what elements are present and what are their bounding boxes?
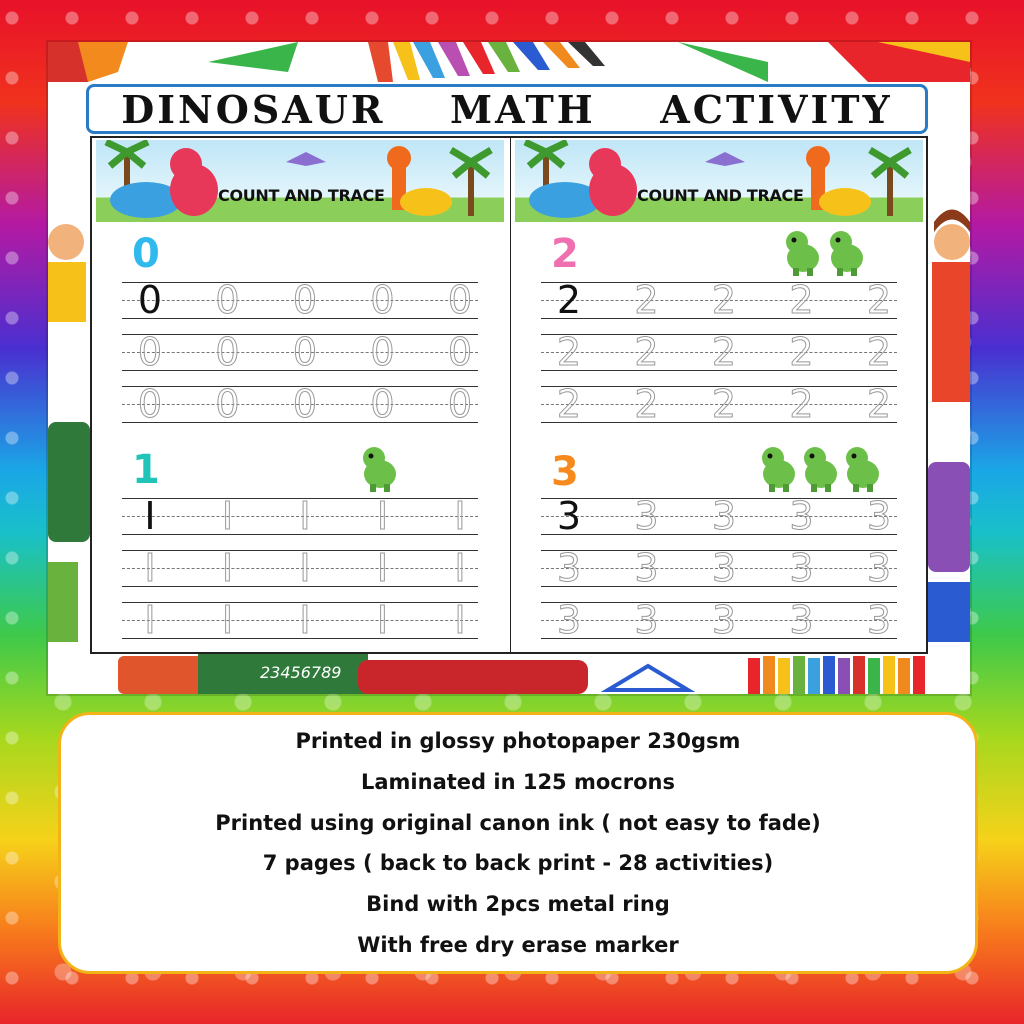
tracing-section-0 [122, 278, 478, 434]
title-banner [86, 84, 928, 134]
info-line-lamination: Laminated in 125 mocrons [361, 769, 675, 794]
trace-glyph: 3 [556, 598, 582, 642]
digit-character-icon: 3 [551, 449, 579, 495]
digit-character-icon: 2 [551, 231, 579, 277]
trace-glyph: 0 [137, 382, 163, 426]
trace-glyph: I [299, 494, 311, 538]
trace-glyph: 3 [556, 546, 582, 590]
trace-glyph: 0 [447, 278, 473, 322]
trace-glyph: 2 [711, 330, 737, 374]
trace-glyph: 0 [447, 330, 473, 374]
tracing-section-1 [122, 494, 478, 650]
trace-glyph: 2 [789, 382, 814, 426]
banner-title: COUNT AND TRACE [637, 186, 804, 205]
trace-glyph: 0 [292, 382, 318, 426]
trace-glyph: 2 [711, 278, 737, 322]
trace-glyph: 3 [866, 494, 892, 538]
trace-glyph: I [221, 494, 234, 538]
trace-glyph: 0 [370, 330, 395, 374]
trace-glyph: I [221, 598, 234, 642]
dinosaur-icon [799, 444, 843, 492]
trace-glyph: 0 [370, 382, 395, 426]
trace-glyph: 3 [634, 494, 659, 538]
trace-glyph: 0 [215, 382, 240, 426]
tracing-row [122, 546, 478, 598]
trace-glyph: I [454, 494, 466, 538]
dinosaur-icon [841, 444, 885, 492]
tracing-row [541, 278, 897, 330]
trace-glyph: 3 [866, 546, 892, 590]
dinosaur-icon [825, 228, 869, 276]
dinosaur-scene-icon [96, 140, 504, 222]
trace-glyph: 2 [556, 330, 582, 374]
info-line-binding: Bind with 2pcs metal ring [366, 891, 670, 916]
worksheet-panel-left [92, 138, 511, 652]
trace-glyph: 0 [292, 330, 318, 374]
trace-glyph: I [454, 546, 466, 590]
kid-illustration-right [928, 82, 970, 642]
trace-glyph: 3 [789, 598, 814, 642]
tracing-row [541, 546, 897, 598]
title-word-activity: ACTIVITY [660, 86, 893, 132]
trace-glyph: 0 [370, 278, 395, 322]
title-word-math: MATH [450, 86, 596, 132]
trace-glyph: 0 [447, 382, 473, 426]
trace-glyph: 2 [711, 382, 737, 426]
trace-glyph: 3 [711, 494, 737, 538]
tracing-row [122, 598, 478, 650]
trace-glyph: I [299, 598, 311, 642]
trace-glyph: I [376, 546, 389, 590]
ruler-numbers: 23456789 [260, 663, 342, 682]
trace-glyph: 2 [866, 278, 892, 322]
trace-glyph: I [144, 494, 156, 538]
trace-glyph: 3 [866, 598, 892, 642]
trace-glyph: 0 [137, 278, 163, 322]
trace-glyph: 3 [634, 546, 659, 590]
trace-glyph: 2 [634, 382, 659, 426]
trace-glyph: I [299, 546, 311, 590]
trace-glyph: 0 [292, 278, 318, 322]
trace-glyph: 3 [711, 598, 737, 642]
tracing-row [541, 382, 897, 434]
tracing-row [541, 330, 897, 382]
tracing-row [122, 278, 478, 330]
trace-glyph: 2 [866, 330, 892, 374]
trace-glyph: I [221, 546, 234, 590]
info-line-paper: Printed in glossy photopaper 230gsm [295, 729, 741, 754]
trace-glyph: 0 [215, 278, 240, 322]
kid-illustration-left [48, 82, 90, 642]
tracing-row [541, 494, 897, 546]
info-line-ink: Printed using original canon ink ( not easy to fade) [215, 810, 821, 835]
trace-glyph: I [454, 598, 466, 642]
tracing-row [122, 330, 478, 382]
tracing-section-3 [541, 494, 897, 650]
trace-glyph: 3 [556, 494, 582, 538]
trace-glyph: 2 [866, 382, 892, 426]
trace-glyph: 3 [711, 546, 737, 590]
trace-glyph: 2 [556, 382, 582, 426]
dinosaur-icon [358, 444, 402, 492]
trace-glyph: 2 [634, 278, 659, 322]
trace-glyph: 3 [789, 546, 814, 590]
trace-glyph: I [376, 598, 389, 642]
dinosaur-scene-icon [515, 140, 923, 222]
title-word-dinosaur: DINOSAUR [121, 86, 386, 132]
trace-glyph: 2 [789, 330, 814, 374]
trace-glyph: 3 [789, 494, 814, 538]
info-line-pages: 7 pages ( back to back print - 28 activities) [262, 851, 774, 876]
dinosaur-icon [781, 228, 825, 276]
digit-character-icon: 0 [132, 231, 160, 277]
colored-pencils-top [48, 42, 970, 82]
trace-glyph: 2 [634, 330, 659, 374]
product-info-box [58, 712, 978, 974]
tracing-section-2 [541, 278, 897, 434]
worksheet-panel-right [511, 138, 929, 652]
trace-glyph: 2 [789, 278, 814, 322]
banner-title: COUNT AND TRACE [218, 186, 385, 205]
info-line-marker: With free dry erase marker [357, 932, 679, 957]
worksheet [90, 136, 928, 654]
trace-glyph: I [144, 598, 156, 642]
dinosaur-icon [757, 444, 801, 492]
tracing-row [122, 382, 478, 434]
tracing-row [541, 598, 897, 650]
tracing-row [122, 494, 478, 546]
digit-character-icon: 1 [132, 447, 160, 493]
count-and-trace-banner [96, 140, 504, 222]
trace-glyph: 2 [556, 278, 582, 322]
trace-glyph: 0 [137, 330, 163, 374]
trace-glyph: 3 [634, 598, 659, 642]
count-and-trace-banner [515, 140, 923, 222]
trace-glyph: I [144, 546, 156, 590]
trace-glyph: 0 [215, 330, 240, 374]
trace-glyph: I [376, 494, 389, 538]
